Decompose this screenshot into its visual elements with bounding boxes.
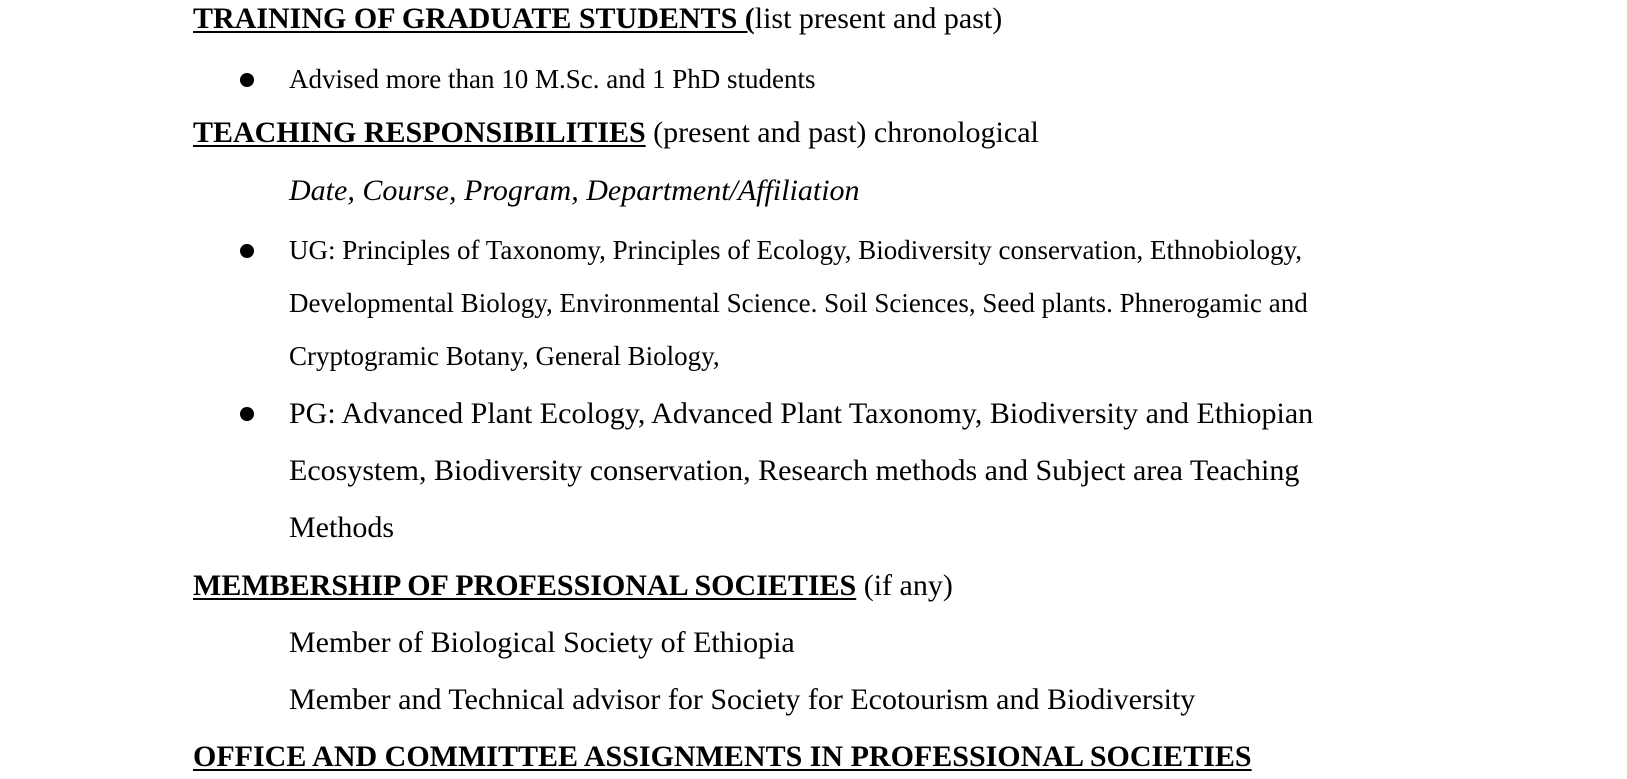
teaching-format-line: Date, Course, Program, Department/Affiliation xyxy=(289,174,860,207)
graduate-students-note: list present and past) xyxy=(754,2,1003,35)
teaching-note: (present and past) chronological xyxy=(645,116,1039,149)
office-title: OFFICE AND COMMITTEE ASSIGNMENTS IN PROFESSIONAL SOCIETIES xyxy=(193,740,1252,773)
pg-courses-line-3: Methods xyxy=(289,511,394,544)
membership-title: MEMBERSHIP OF PROFESSIONAL SOCIETIES xyxy=(193,569,857,602)
membership-item-1: Member of Biological Society of Ethiopia xyxy=(289,626,795,659)
ug-courses-line-1: UG: Principles of Taxonomy, Principles of Ecology, Biodiversity conservation, Ethnobiology, xyxy=(289,235,1302,265)
graduate-students-item: Advised more than 10 M.Sc. and 1 PhD students xyxy=(289,64,816,94)
bullet-icon xyxy=(240,73,254,87)
ug-courses-line-3: Cryptogramic Botany, General Biology, xyxy=(289,341,720,371)
membership-note: (if any) xyxy=(856,569,953,602)
teaching-title: TEACHING RESPONSIBILITIES xyxy=(193,116,646,149)
bullet-icon xyxy=(240,407,254,421)
pg-courses-line-1: PG: Advanced Plant Ecology, Advanced Plant Taxonomy, Biodiversity and Ethiopian xyxy=(289,397,1314,430)
membership-item-2: Member and Technical advisor for Society for Ecotourism and Biodiversity xyxy=(289,683,1196,716)
bullet-icon xyxy=(240,244,254,258)
office-heading xyxy=(193,742,1252,772)
graduate-students-title: TRAINING OF GRADUATE STUDENTS ( xyxy=(193,2,755,35)
membership-heading xyxy=(193,571,953,601)
graduate-students-heading xyxy=(193,4,1002,34)
ug-courses-line-2: Developmental Biology, Environmental Science. Soil Sciences, Seed plants. Phnerogamic and xyxy=(289,288,1308,318)
teaching-heading xyxy=(193,118,1039,148)
pg-courses-line-2: Ecosystem, Biodiversity conservation, Research methods and Subject area Teaching xyxy=(289,454,1300,487)
